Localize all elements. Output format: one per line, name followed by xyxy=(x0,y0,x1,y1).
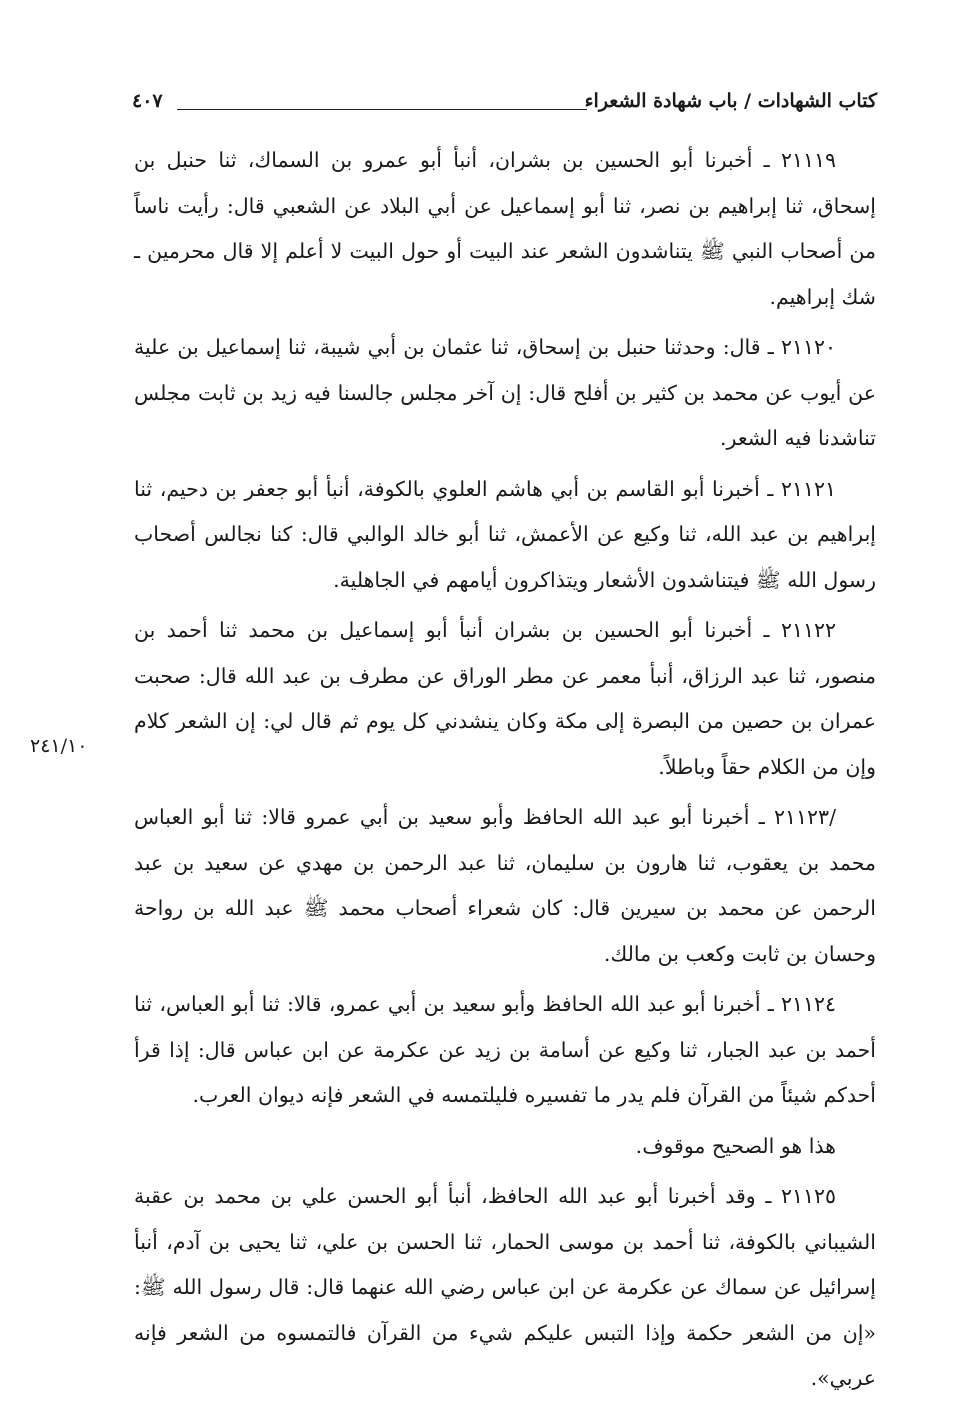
hadith-paragraph: /٢١١٢٣ ـ أخبرنا أبو عبد الله الحافظ وأبو سعيد بن أبي عمرو قالا: ثنا أبو العباس محمد بن يعقوب، ثنا هارون بن سليمان، ثنا عبد الرحمن بن مهدي عن سعيد بن عبد الرحمن عن محمد بن سيرين قال: كان شعراء أصحاب محمد ﷺ عبد الله بن رواحة وحسان بن ثابت وكعب بن مالك. xyxy=(134,805,876,966)
header-divider xyxy=(177,109,587,110)
hadith-paragraph: ٢١١٢٤ ـ أخبرنا أبو عبد الله الحافظ وأبو سعيد بن أبي عمرو، قالا: ثنا أبو العباس، ثنا أحمد بن عبد الجبار، ثنا وكيع عن أسامة بن زيد عن عكرمة عن ابن عباس قال: إذا قرأ أحدكم شيئاً من القرآن فلم يدر ما تفسيره فليلتمسه في الشعر فإنه ديوان العرب. xyxy=(134,992,876,1107)
margin-reference: ٢٤١/١٠ xyxy=(30,735,88,757)
hadith-paragraph: ٢١١٢١ ـ أخبرنا أبو القاسم بن أبي هاشم العلوي بالكوفة، أنبأ أبو جعفر بن دحيم، ثنا إبراهيم بن عبد الله، ثنا وكيع عن الأعمش، ثنا أبو خالد الوالبي قال: كنا نجالس أصحاب رسول الله ﷺ فيتناشدون الأشعار ويتذاكرون أيامهم في الجاهلية. xyxy=(134,476,876,592)
main-text xyxy=(134,138,876,1407)
hadith-paragraph: ٢١١٢٢ ـ أخبرنا أبو الحسين بن بشران أنبأ أبو إسماعيل بن محمد ثنا أحمد بن منصور، ثنا عبد الرزاق، أنبأ معمر عن مطر الوراق عن مطرف بن عبد الله قال: صحبت عمران بن حصين من البصرة إلى مكة وكان ينشدني كل يوم ثم قال لي: إن الشعر كلام وإن من الكلام حقاً وباطلاً. xyxy=(134,618,876,779)
running-header xyxy=(132,84,877,124)
hadith-paragraph: ٢١١٢٠ ـ قال: وحدثنا حنبل بن إسحاق، ثنا عثمان بن أبي شيبة، ثنا إسماعيل بن علية عن أيوب عن محمد بن كثير بن أفلح قال: إن آخر مجلس جالسنا فيه زيد بن ثابت مجلس تناشدنا فيه الشعر. xyxy=(134,335,876,450)
author-note: هذا هو الصحيح موقوف. xyxy=(635,1133,836,1158)
hadith-paragraph: ٢١١٢٥ ـ وقد أخبرنا أبو عبد الله الحافظ، أنبأ أبو الحسن علي بن محمد بن عقبة الشيباني بالكوفة، ثنا أحمد بن موسى الحمار، ثنا الحسن بن علي، ثنا يحيى بن آدم، أنبأ إسرائيل عن سماك عن عكرمة عن ابن عباس رضي الله عنهما قال: قال رسول الله ﷺ: «إن من الشعر حكمة وإذا التبس عليكم شيء من القرآن فالتمسوه من الشعر فإنه عربي». xyxy=(134,1184,876,1390)
hadith-paragraph: ٢١١١٩ ـ أخبرنا أبو الحسين بن بشران، أنبأ أبو عمرو بن السماك، ثنا حنبل بن إسحاق، ثنا إبراهيم بن نصر، ثنا أبو إسماعيل عن أبي البلاد عن الشعبي قال: رأيت ناساً من أصحاب النبي ﷺ يتناشدون الشعر عند البيت أو حول البيت لا أعلم إلا قال محرمين ـ شك إبراهيم. xyxy=(134,148,876,309)
chapter-title: كتاب الشهادات / باب شهادة الشعراء xyxy=(584,90,877,112)
page-number: ٤٠٧ xyxy=(132,90,163,112)
